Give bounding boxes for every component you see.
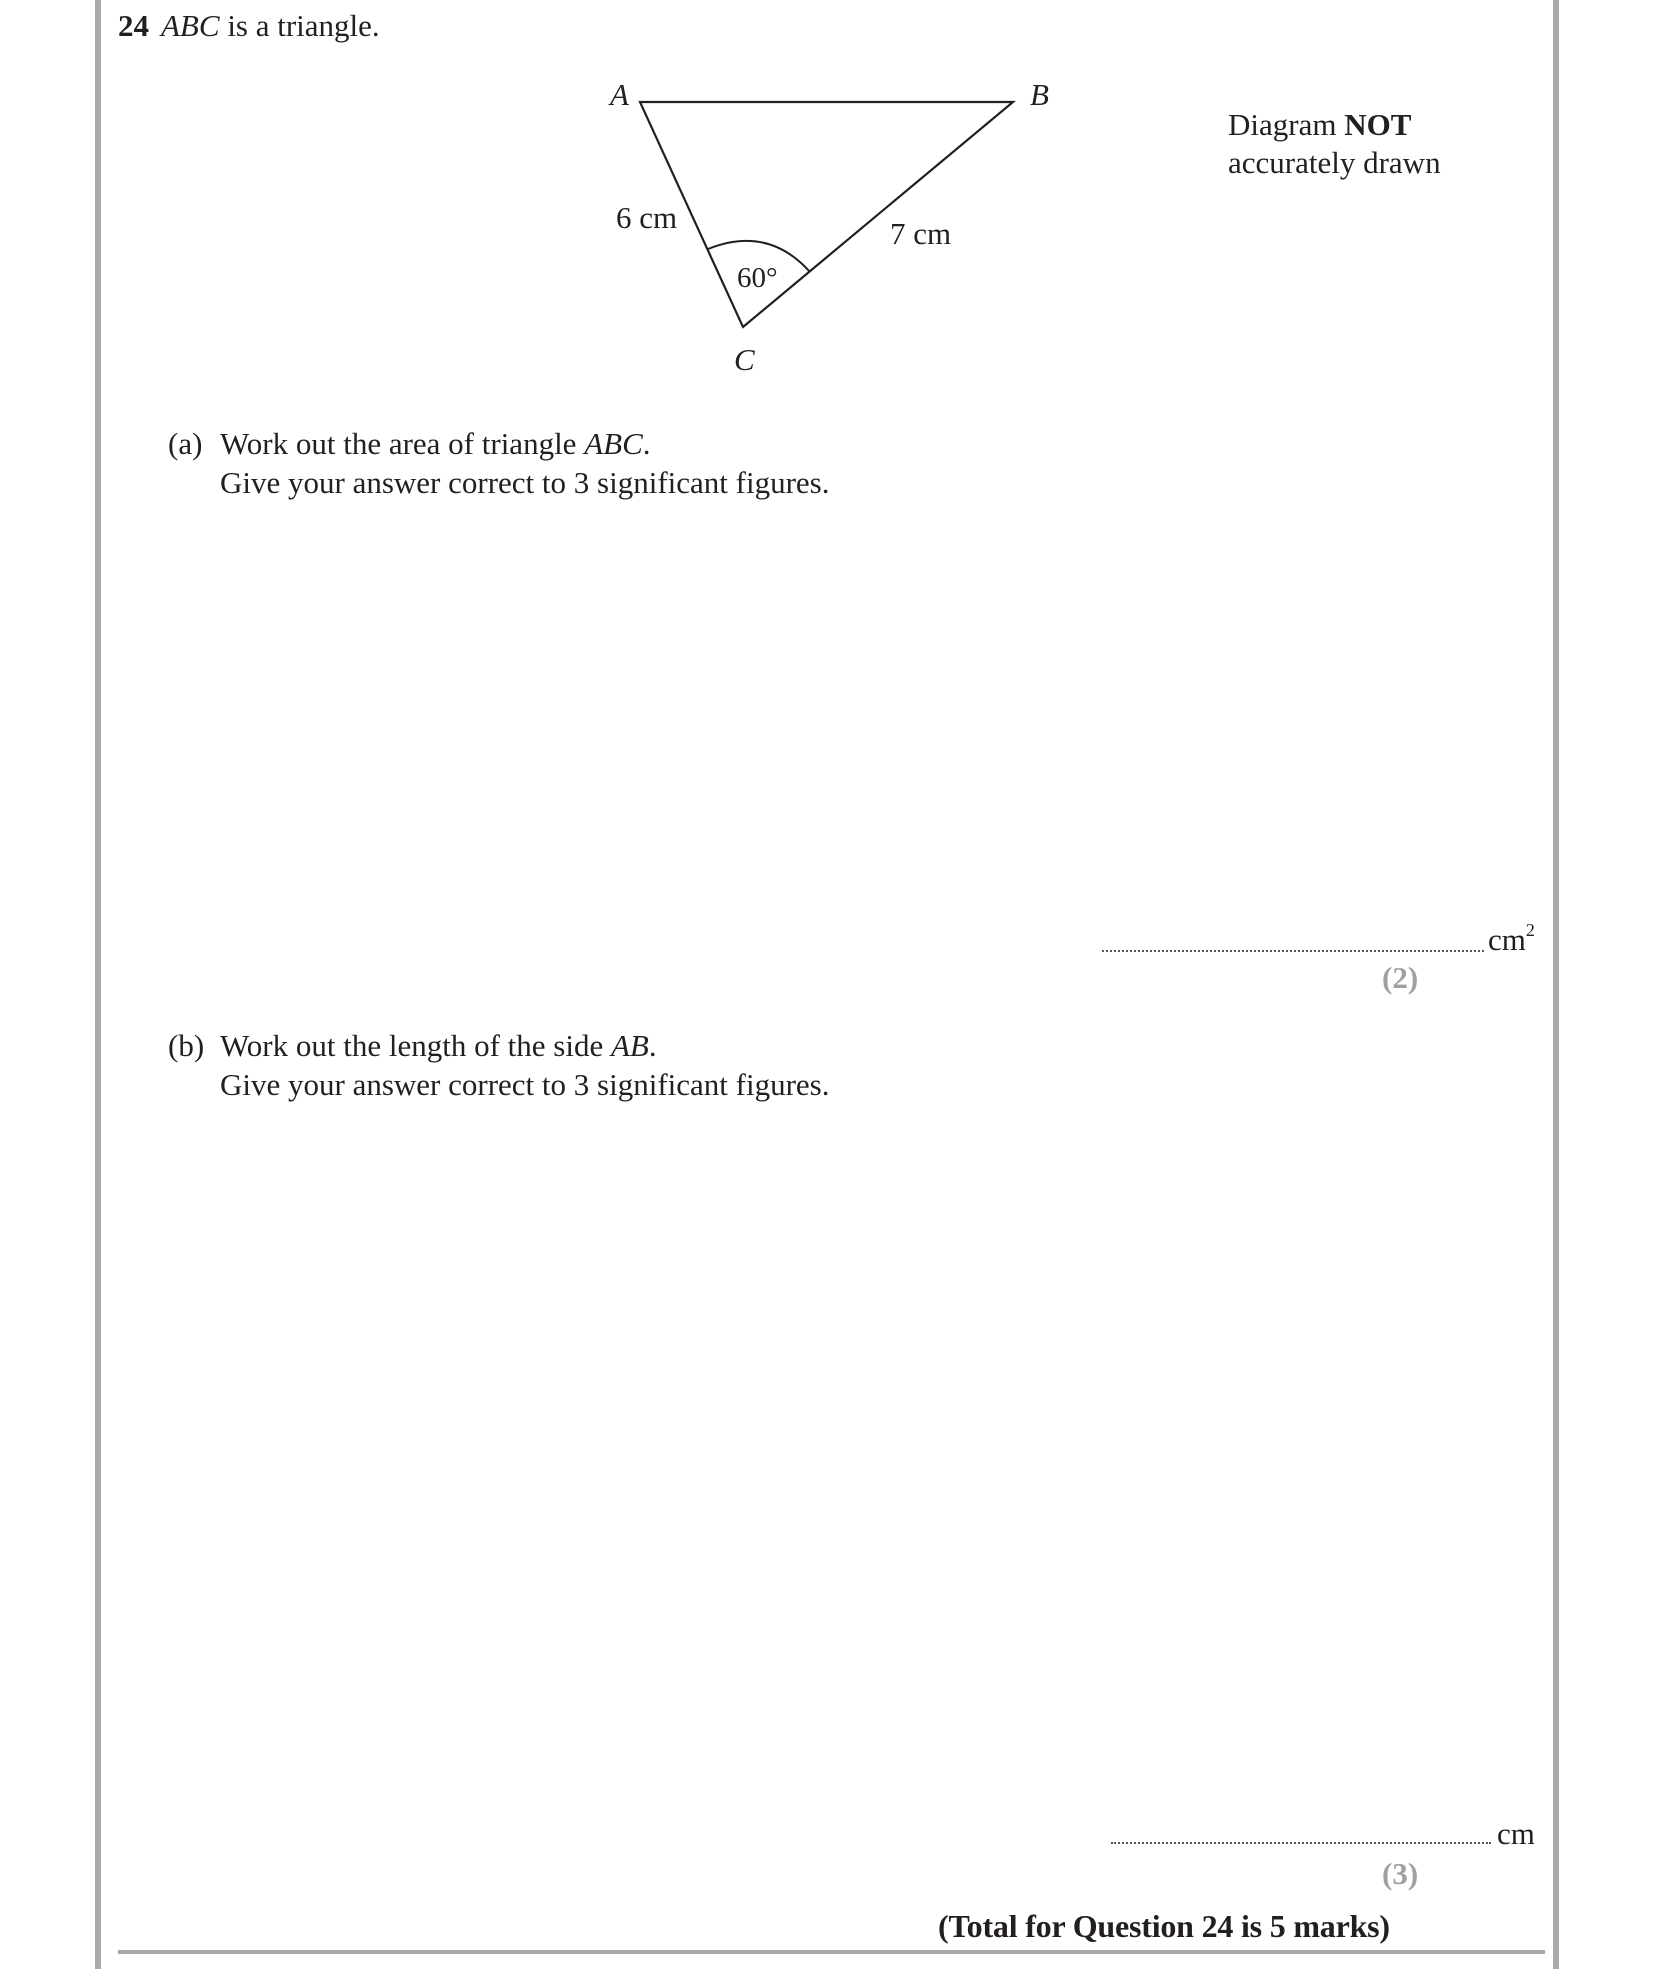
part-a-marks: (2) xyxy=(1382,960,1419,995)
part-a-unit-sup: 2 xyxy=(1525,920,1535,940)
vertex-label-b: B xyxy=(1030,77,1049,112)
part-a-instruction: Give your answer correct to 3 significant figures. xyxy=(220,465,830,500)
note-text-line2: accurately drawn xyxy=(1228,145,1441,180)
triangle-abc xyxy=(640,102,1013,327)
part-b-prompt xyxy=(168,1026,829,1104)
part-a-answer-field[interactable] xyxy=(1102,950,1484,952)
part-b-label: (b) xyxy=(168,1028,205,1063)
part-a-unit-text: cm xyxy=(1488,922,1526,957)
angle-c-label: 60° xyxy=(737,262,778,294)
part-a-italic: ABC xyxy=(584,426,643,461)
question-subject: ABC xyxy=(161,8,220,43)
side-cb-label: 7 cm xyxy=(890,216,952,251)
note-emphasis: NOT xyxy=(1344,107,1412,142)
part-b-marks: (3) xyxy=(1382,1856,1419,1891)
part-a-punct: . xyxy=(642,426,651,461)
vertex-label-a: A xyxy=(610,77,629,112)
question-intro: is a triangle. xyxy=(219,8,380,43)
vertex-label-c: C xyxy=(734,342,755,377)
side-ca-label: 6 cm xyxy=(616,200,678,235)
part-b-answer-field[interactable] xyxy=(1111,1842,1491,1844)
part-b-punct: . xyxy=(648,1028,657,1063)
diagram-note xyxy=(1228,106,1441,182)
part-b-unit xyxy=(1497,1816,1535,1852)
question-end-rule xyxy=(118,1950,1545,1954)
note-text: Diagram xyxy=(1228,107,1345,142)
question-number: 24 xyxy=(118,8,149,43)
question-total: (Total for Question 24 is 5 marks) xyxy=(938,1908,1390,1944)
part-a-unit xyxy=(1488,922,1535,958)
part-a-prompt xyxy=(168,424,829,502)
part-a-label: (a) xyxy=(168,426,203,461)
part-a-text: Work out the area of triangle xyxy=(220,426,585,461)
part-b-text: Work out the length of the side xyxy=(220,1028,611,1063)
triangle-diagram xyxy=(0,0,1653,400)
part-b-unit-text: cm xyxy=(1497,1816,1535,1851)
part-b-instruction: Give your answer correct to 3 significant figures. xyxy=(220,1067,830,1102)
part-b-italic: AB xyxy=(610,1028,649,1063)
